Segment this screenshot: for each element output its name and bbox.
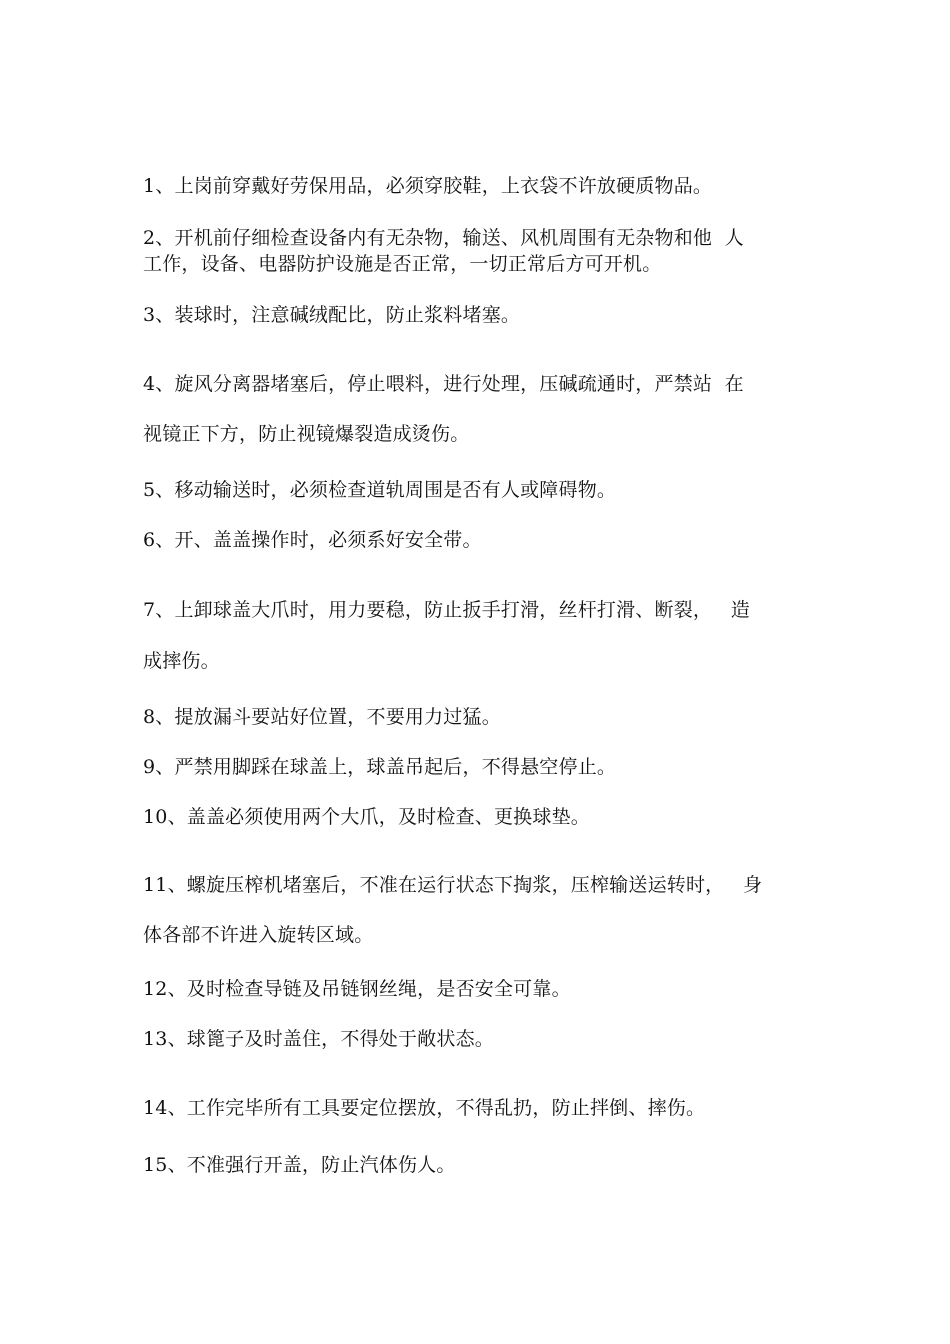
rule-2-line-2: 工作，设备、电器防护设施是否正常，一切正常后方可开机。	[143, 253, 662, 275]
rule-11-line-1: 11、螺旋压榨机堵塞后，不准在运行状态下掏浆，压榨输送运转时， 身	[143, 874, 763, 896]
rule-8-line-1: 8、提放漏斗要站好位置，不要用力过猛。	[143, 706, 501, 728]
rule-7-line-1: 7、上卸球盖大爪时，用力要稳，防止扳手打滑，丝杆打滑、断裂， 造	[143, 599, 751, 621]
rule-15-line-1: 15、不准强行开盖，防止汽体伤人。	[143, 1154, 456, 1176]
rule-4-line-2: 视镜正下方，防止视镜爆裂造成烫伤。	[143, 423, 470, 445]
rule-6-line-1: 6、开、盖盖操作时，必须系好安全带。	[143, 529, 482, 551]
rule-1-line-1: 1、上岗前穿戴好劳保用品，必须穿胶鞋，上衣袋不许放硬质物品。	[143, 175, 713, 197]
rule-3-line-1: 3、装球时，注意碱绒配比，防止浆料堵塞。	[143, 304, 521, 326]
rule-4-line-1: 4、旋风分离器堵塞后，停止喂料，进行处理，压碱疏通时，严禁站 在	[143, 373, 744, 395]
rule-14-line-1: 14、工作完毕所有工具要定位摆放，不得乱扔，防止拌倒、摔伤。	[143, 1097, 706, 1119]
rule-12-line-1: 12、及时检查导链及吊链钢丝绳，是否安全可靠。	[143, 978, 571, 1000]
rule-11-line-2: 体各部不许进入旋转区域。	[143, 924, 374, 946]
rule-13-line-1: 13、球篦子及时盖住，不得处于敞状态。	[143, 1028, 494, 1050]
rule-2-line-1: 2、开机前仔细检查设备内有无杂物，输送、风机周围有无杂物和他 人	[143, 227, 744, 249]
rule-5-line-1: 5、移动输送时，必须检查道轨周围是否有人或障碍物。	[143, 479, 617, 501]
rule-9-line-1: 9、严禁用脚踩在球盖上，球盖吊起后，不得悬空停止。	[143, 756, 617, 778]
rule-10-line-1: 10、盖盖必须使用两个大爪，及时检查、更换球垫。	[143, 806, 590, 828]
rule-7-line-2: 成摔伤。	[143, 650, 220, 672]
